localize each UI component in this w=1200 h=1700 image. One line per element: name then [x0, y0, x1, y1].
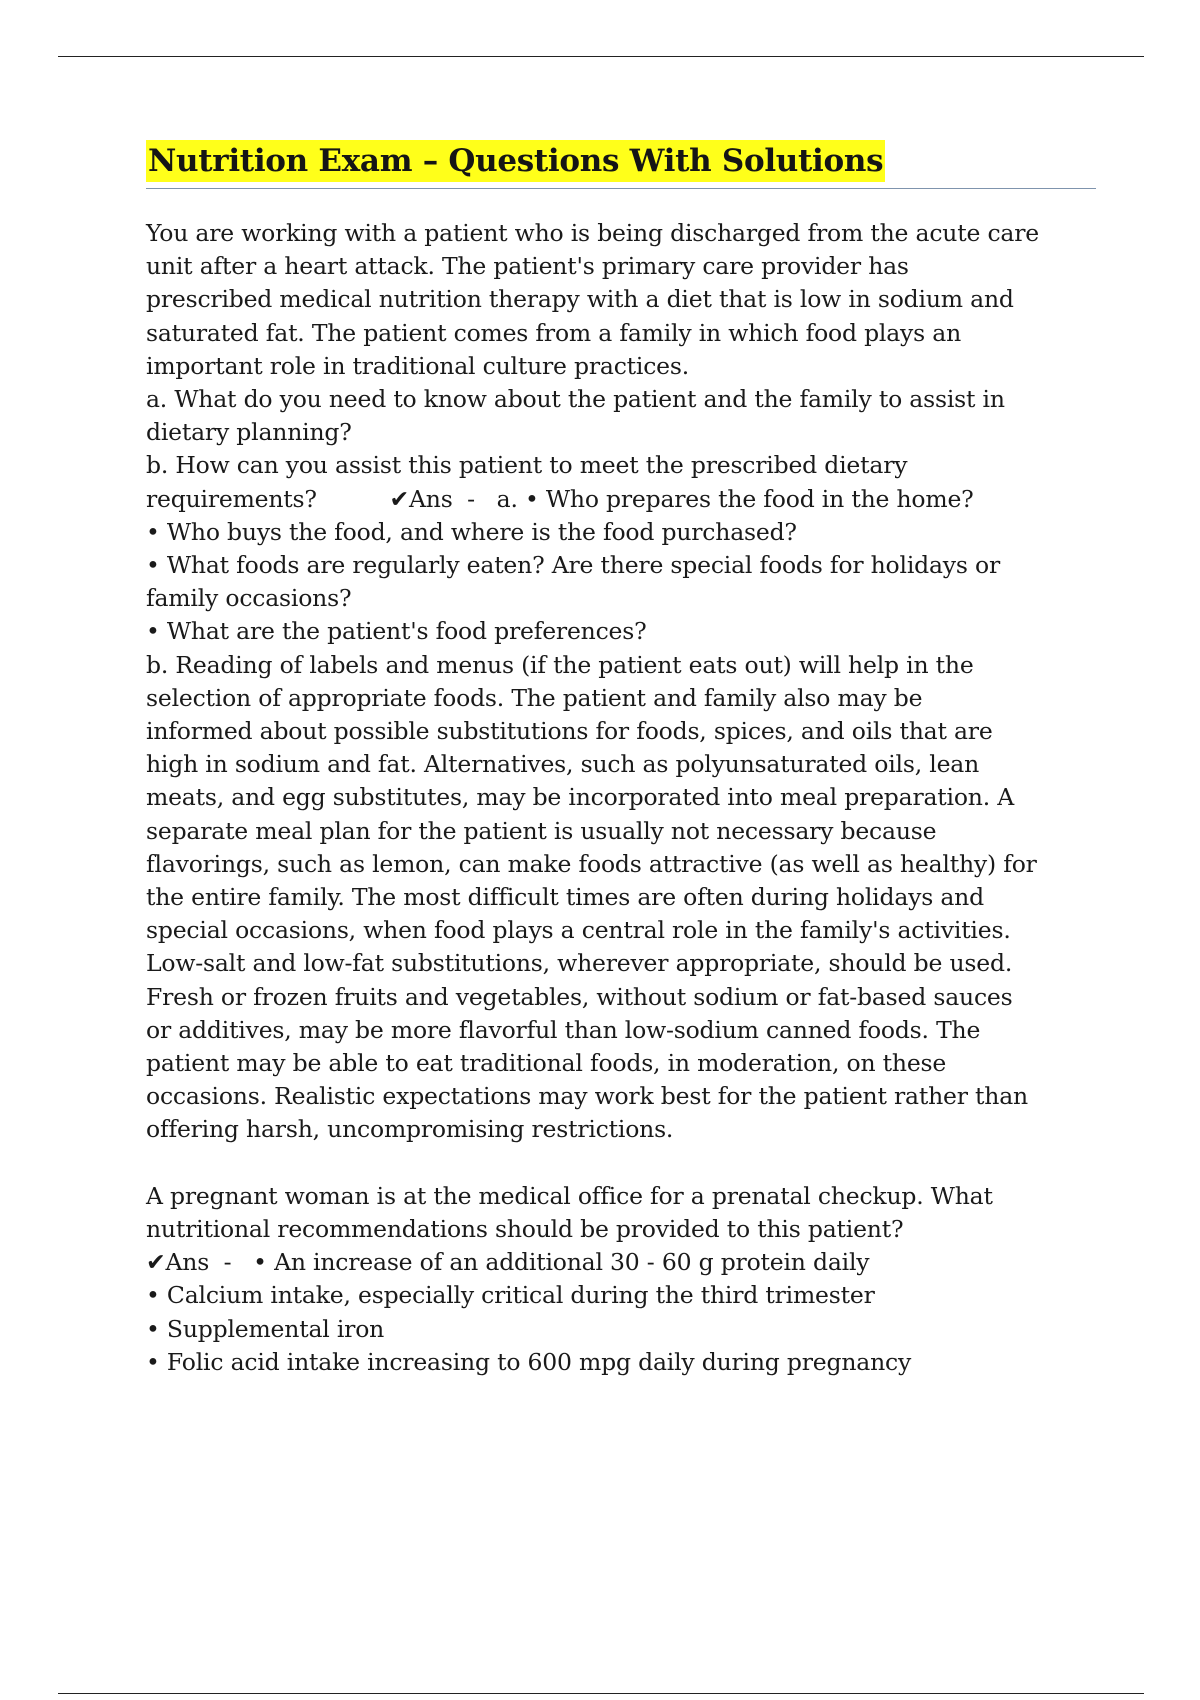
answer-line: requirements? ✔Ans - a. • Who prepares the food in the home? [146, 484, 974, 513]
text-line: • What are the patient's food preferences? [146, 617, 647, 646]
text-line: selection of appropriate foods. The patient and family also may be [146, 683, 923, 712]
text-line: • What foods are regularly eaten? Are there special foods for holidays or [146, 551, 1000, 580]
text-line: offering harsh, uncompromising restrictions. [146, 1115, 674, 1144]
text-line: dietary planning? [146, 418, 352, 447]
text-line: special occasions, when food plays a central role in the family's activities. [146, 916, 1011, 945]
text-line: informed about possible substitutions for foods, spices, and oils that are [146, 717, 993, 746]
text-line: A pregnant woman is at the medical office for a prenatal checkup. What [146, 1181, 993, 1210]
text-line: Low-salt and low-fat substitutions, wherever appropriate, should be used. [146, 949, 1013, 978]
text-line: b. Reading of labels and menus (if the patient eats out) will help in the [146, 650, 974, 679]
answer-line: ✔Ans - • An increase of an additional 30 - 60 g protein daily [146, 1248, 870, 1277]
text-line: b. How can you assist this patient to meet the prescribed dietary [146, 451, 908, 480]
text-line: Fresh or frozen fruits and vegetables, without sodium or fat-based sauces [146, 982, 1013, 1011]
text-line: or additives, may be more flavorful than low-sodium canned foods. The [146, 1015, 981, 1044]
question-2 [146, 1180, 1096, 1379]
document-title: Nutrition Exam – Questions With Solutions [146, 140, 885, 182]
text-line: nutritional recommendations should be provided to this patient? [146, 1214, 904, 1243]
text-line: a. What do you need to know about the patient and the family to assist in [146, 385, 1005, 414]
page-content [146, 140, 1096, 1379]
text-line: meats, and egg substitutes, may be incorporated into meal preparation. A [146, 783, 1015, 812]
text-line: • Folic acid intake increasing to 600 mpg daily during pregnancy [146, 1347, 912, 1376]
text-line: high in sodium and fat. Alternatives, such as polyunsaturated oils, lean [146, 750, 980, 779]
text-line: occasions. Realistic expectations may work best for the patient rather than [146, 1082, 1028, 1111]
text-line: unit after a heart attack. The patient's primary care provider has [146, 252, 909, 281]
text-line: saturated fat. The patient comes from a family in which food plays an [146, 318, 961, 347]
text-line: • Supplemental iron [146, 1314, 385, 1343]
text-line: • Calcium intake, especially critical during the third trimester [146, 1281, 875, 1310]
footer-rule [58, 1693, 1144, 1694]
text-line: • Who buys the food, and where is the food purchased? [146, 517, 797, 546]
text-line: flavorings, such as lemon, can make foods attractive (as well as healthy) for [146, 849, 1037, 878]
text-line: family occasions? [146, 584, 352, 613]
text-line: separate meal plan for the patient is usually not necessary because [146, 816, 937, 845]
text-line: prescribed medical nutrition therapy with a diet that is low in sodium and [146, 285, 1014, 314]
paragraph-gap [146, 1147, 1096, 1180]
text-line: important role in traditional culture practices. [146, 351, 690, 380]
text-line: the entire family. The most difficult times are often during holidays and [146, 883, 984, 912]
question-1 [146, 217, 1096, 1147]
text-line: You are working with a patient who is being discharged from the acute care [146, 219, 1039, 247]
header-rule [58, 56, 1144, 57]
text-line: patient may be able to eat traditional foods, in moderation, on these [146, 1049, 947, 1078]
title-block [146, 140, 1096, 189]
